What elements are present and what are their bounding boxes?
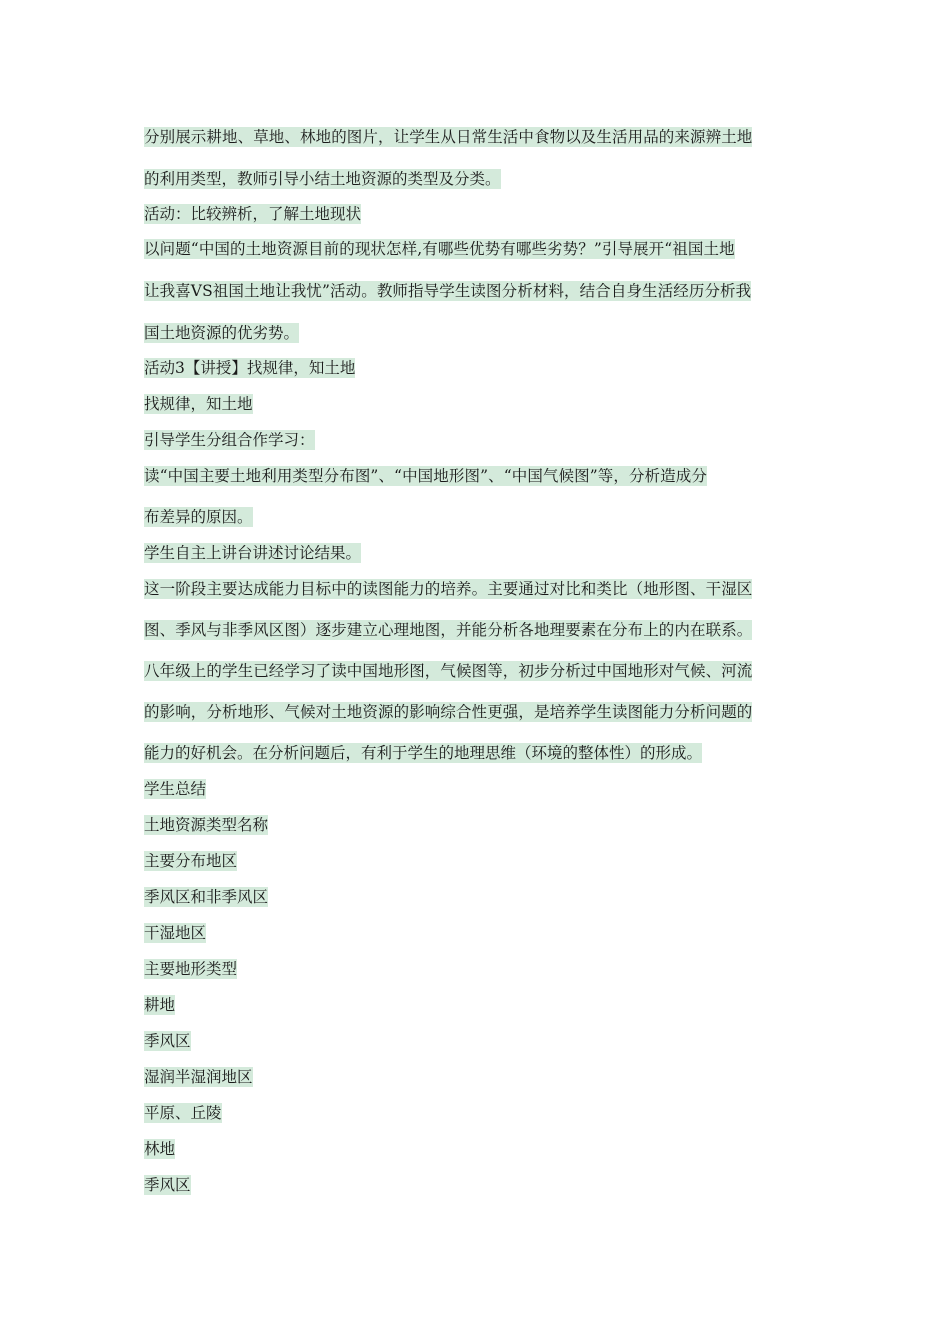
text-line <box>144 356 355 380</box>
text-line <box>144 1137 175 1161</box>
text-line <box>144 202 361 226</box>
text-line-content: 国土地资源的优劣势。 <box>144 324 300 342</box>
text-line-content: 学生自主上讲台讲述讨论结果。 <box>144 544 362 562</box>
text-line <box>144 321 299 345</box>
text-line-content: 干湿地区 <box>144 924 207 942</box>
text-line-content: 主要地形类型 <box>144 960 238 978</box>
text-line-content: 季风区 <box>144 1176 191 1194</box>
text-line <box>144 813 268 837</box>
text-line-content: 学生总结 <box>144 780 207 798</box>
text-line <box>144 921 206 945</box>
text-line <box>144 167 501 191</box>
text-line <box>144 1173 191 1197</box>
text-line-content: 图、季风与非季风区图）逐步建立心理地图，并能分析各地理要素在分布上的内在联系。 <box>144 621 753 639</box>
text-line <box>144 237 735 261</box>
text-line-content: 季风区和非季风区 <box>144 888 269 906</box>
text-line <box>144 659 752 683</box>
text-line-content: 八年级上的学生已经学习了读中国地形图，气候图等，初步分析过中国地形对气候、河流 <box>144 662 753 680</box>
text-line-content: 活动：比较辨析，了解土地现状 <box>144 205 362 223</box>
text-line <box>144 505 253 529</box>
text-line <box>144 885 268 909</box>
text-line <box>144 849 237 873</box>
text-line <box>144 700 752 724</box>
text-line <box>144 428 315 452</box>
text-line-content: 能力的好机会。在分析问题后，有利于学生的地理思维（环境的整体性）的形成。 <box>144 744 703 762</box>
text-line <box>144 392 253 416</box>
text-line-content: 分别展示耕地、草地、林地的图片，让学生从日常生活中食物以及生活用品的来源辨土地 <box>144 128 753 146</box>
text-line-content: 引导学生分组合作学习： <box>144 431 315 449</box>
text-line-content: 读“中国主要土地利用类型分布图”、“中国地形图”、“中国气候图”等，分析造成分 <box>144 467 707 485</box>
text-line <box>144 1065 253 1089</box>
text-line <box>144 777 206 801</box>
text-line <box>144 1029 191 1053</box>
text-line <box>144 577 752 601</box>
text-line-content: 主要分布地区 <box>144 852 238 870</box>
text-line <box>144 957 237 981</box>
text-line-content: 湿润半湿润地区 <box>144 1068 253 1086</box>
text-line-content: 布差异的原因。 <box>144 508 253 526</box>
text-line-content: 耕地 <box>144 996 176 1014</box>
text-line-content: 以问题“中国的土地资源目前的现状怎样,有哪些优势有哪些劣势？”引导展开“祖国土地 <box>144 240 735 258</box>
text-line <box>144 125 752 149</box>
text-line-content: 的利用类型，教师引导小结土地资源的类型及分类。 <box>144 170 501 188</box>
text-line-content: 这一阶段主要达成能力目标中的读图能力的培养。主要通过对比和类比（地形图、干湿区 <box>144 580 753 598</box>
text-line-content: 林地 <box>144 1140 176 1158</box>
text-line-content: 找规律，知土地 <box>144 395 253 413</box>
text-line <box>144 541 361 565</box>
text-line <box>144 1101 222 1125</box>
text-line <box>144 618 752 642</box>
text-line-content: 土地资源类型名称 <box>144 816 269 834</box>
text-line-content: 季风区 <box>144 1032 191 1050</box>
text-line-content: 的影响，分析地形、气候对土地资源的影响综合性更强，是培养学生读图能力分析问题的 <box>144 703 753 721</box>
text-line-content: 活动3【讲授】找规律，知土地 <box>144 359 356 377</box>
text-line-content: 让我喜VS祖国土地让我忧”活动。教师指导学生读图分析材料，结合自身生活经历分析我 <box>144 282 752 300</box>
text-line <box>144 993 175 1017</box>
text-line <box>144 741 702 765</box>
text-line-content: 平原、丘陵 <box>144 1104 222 1122</box>
text-line <box>144 279 751 303</box>
text-line <box>144 464 707 488</box>
